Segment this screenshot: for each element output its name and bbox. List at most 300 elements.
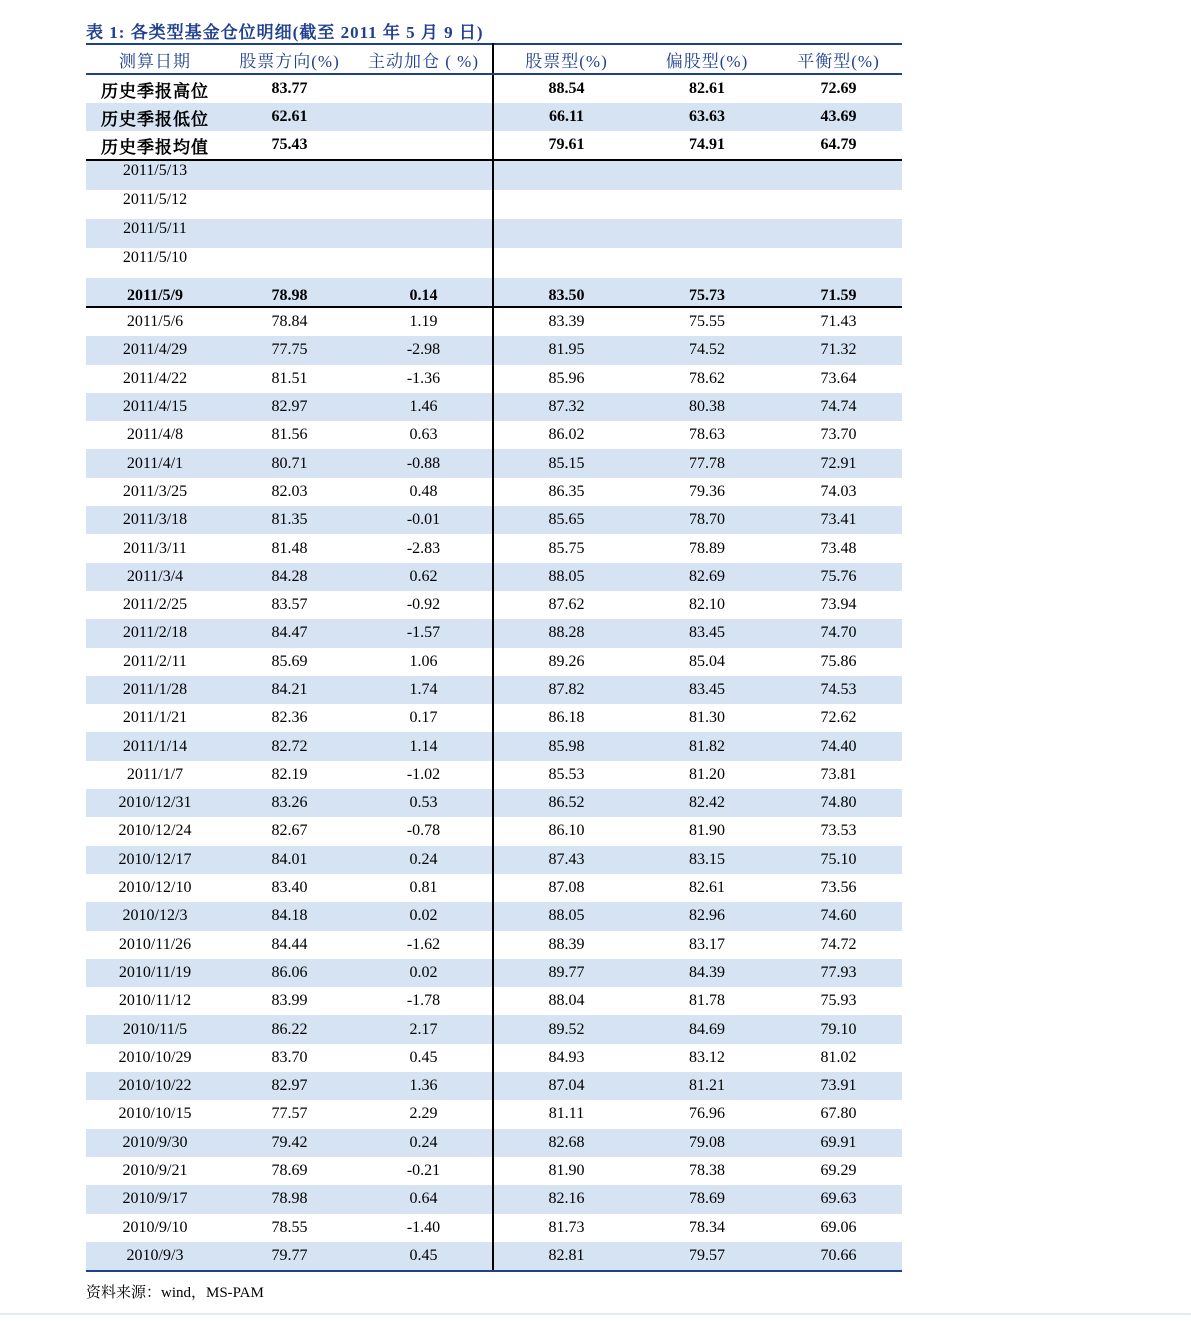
row-partial: 82.10 <box>689 596 725 614</box>
row-stock-direction: 82.72 <box>224 732 355 760</box>
row-date: 2011/5/6 <box>126 313 184 331</box>
empty-cell <box>639 248 775 278</box>
row-stock-direction: 84.21 <box>224 676 355 704</box>
row-date: 2010/10/22 <box>86 1072 224 1100</box>
row-date: 2011/4/8 <box>126 426 184 444</box>
row-stock-direction: 78.69 <box>271 1162 308 1180</box>
row-active: -0.21 <box>355 1157 493 1185</box>
row-stock-direction: 83.57 <box>271 596 308 614</box>
row-active: 0.17 <box>355 704 493 732</box>
row-date: 2010/10/15 <box>118 1105 192 1123</box>
row-date: 2011/2/11 <box>123 652 187 670</box>
row-active: -0.92 <box>355 591 493 619</box>
row-partial: 77.78 <box>639 449 775 477</box>
table-row <box>86 1214 902 1242</box>
row-balanced: 75.93 <box>820 992 857 1010</box>
row-balanced: 73.64 <box>820 369 857 387</box>
row-equity: 83.39 <box>548 313 585 331</box>
row-partial: 78.70 <box>639 506 775 534</box>
row-equity: 88.28 <box>493 619 639 647</box>
row-equity: 87.04 <box>493 1072 639 1100</box>
row-balanced: 71.32 <box>775 336 902 364</box>
row-active: 2.29 <box>355 1100 493 1128</box>
row-equity: 85.53 <box>548 765 585 783</box>
source-note: 资料来源：wind，MS-PAM <box>86 1285 264 1301</box>
row-equity: 85.75 <box>548 539 585 557</box>
table-row <box>86 506 902 534</box>
row-equity: 82.16 <box>493 1185 639 1213</box>
row-equity: 81.95 <box>493 336 639 364</box>
row-balanced: 73.94 <box>820 596 857 614</box>
row-stock-direction: 79.42 <box>224 1129 355 1157</box>
summary-equity: 88.54 <box>548 80 585 97</box>
summary-partial: 63.63 <box>639 103 775 131</box>
row-active: -1.02 <box>355 761 493 789</box>
row-date: 2010/10/29 <box>118 1048 192 1066</box>
row-stock-direction: 82.36 <box>271 709 308 727</box>
row-stock-direction: 81.51 <box>271 369 308 387</box>
row-partial: 81.90 <box>689 822 725 840</box>
table-row <box>86 846 902 874</box>
row-date: 2011/3/11 <box>123 539 187 557</box>
row-partial: 79.57 <box>639 1242 775 1271</box>
row-stock-direction: 81.35 <box>224 506 355 534</box>
row-equity: 82.68 <box>493 1129 639 1157</box>
row-active: -0.78 <box>355 817 493 845</box>
table-row <box>86 478 902 506</box>
row-partial: 85.04 <box>689 652 725 670</box>
row-balanced: 74.53 <box>775 676 902 704</box>
row-partial: 79.08 <box>639 1129 775 1157</box>
empty-cell <box>775 190 902 219</box>
row-stock-direction: 84.47 <box>224 619 355 647</box>
summary-partial: 82.61 <box>689 80 725 97</box>
row-partial: 74.52 <box>639 336 775 364</box>
row-equity: 88.39 <box>548 935 585 953</box>
empty-cell <box>224 190 355 219</box>
blank-date-row <box>86 190 902 219</box>
current-row <box>86 278 902 307</box>
summary-stock-direction: 75.43 <box>224 131 355 160</box>
row-partial: 83.45 <box>639 676 775 704</box>
row-date: 2010/12/31 <box>86 789 224 817</box>
row-equity: 88.05 <box>493 902 639 930</box>
row-equity: 85.96 <box>548 369 585 387</box>
summary-equity: 66.11 <box>493 103 639 131</box>
table-row <box>86 449 902 477</box>
row-partial: 81.30 <box>689 709 725 727</box>
row-equity: 81.11 <box>548 1105 585 1123</box>
table-row <box>86 307 902 336</box>
row-active: -1.62 <box>355 931 493 959</box>
row-equity: 87.43 <box>493 846 639 874</box>
row-partial: 80.38 <box>639 393 775 421</box>
row-date: 2011/1/7 <box>126 765 184 783</box>
row-date: 2011/3/4 <box>86 563 224 591</box>
summary-stock-direction: 83.77 <box>271 80 308 97</box>
row-balanced: 74.03 <box>820 482 857 500</box>
row-stock-direction: 77.57 <box>271 1105 308 1123</box>
empty-cell <box>775 160 902 190</box>
row-date: 2011/2/18 <box>86 619 224 647</box>
row-equity: 86.52 <box>493 789 639 817</box>
header-date: 测算日期 <box>86 44 224 74</box>
row-partial: 75.55 <box>689 313 725 331</box>
row-active: 1.36 <box>355 1072 493 1100</box>
row-active: 0.48 <box>355 478 493 506</box>
table-row <box>86 1015 902 1043</box>
table-body <box>86 74 902 1271</box>
table-row <box>86 1072 902 1100</box>
row-date: 2011/4/29 <box>86 336 224 364</box>
row-stock-direction: 78.98 <box>224 1185 355 1213</box>
row-partial: 83.15 <box>639 846 775 874</box>
row-partial: 84.39 <box>639 959 775 987</box>
blank-date-row <box>86 160 902 190</box>
row-stock-direction: 84.18 <box>224 902 355 930</box>
row-equity: 85.15 <box>493 449 639 477</box>
row-partial: 81.21 <box>639 1072 775 1100</box>
empty-cell <box>224 160 355 190</box>
summary-label: 历史季报高位 <box>101 81 209 101</box>
row-date: 2011/4/22 <box>122 369 188 387</box>
row-date: 2011/3/25 <box>122 482 188 500</box>
blank-date: 2011/5/11 <box>86 219 224 248</box>
row-stock-direction: 77.75 <box>224 336 355 364</box>
row-stock-direction: 82.19 <box>271 765 308 783</box>
blank-date: 2011/5/12 <box>122 191 188 208</box>
empty-cell <box>224 219 355 248</box>
fund-position-table <box>86 43 902 1272</box>
row-partial: 82.96 <box>639 902 775 930</box>
row-stock-direction: 79.77 <box>224 1242 355 1271</box>
row-balanced: 69.29 <box>820 1162 857 1180</box>
row-equity: 85.98 <box>493 732 639 760</box>
row-equity: 87.62 <box>548 596 585 614</box>
row-partial: 81.78 <box>689 992 725 1010</box>
row-date: 2011/4/15 <box>86 393 224 421</box>
table-row <box>86 704 902 732</box>
row-active: 0.45 <box>355 1242 493 1271</box>
row-active: 0.62 <box>355 563 493 591</box>
row-partial: 82.42 <box>639 789 775 817</box>
row-stock-direction: 82.67 <box>271 822 308 840</box>
row-active: -2.98 <box>355 336 493 364</box>
row-partial: 81.20 <box>689 765 725 783</box>
empty-cell <box>493 248 639 278</box>
row-partial: 84.69 <box>639 1015 775 1043</box>
table-row <box>86 1129 902 1157</box>
row-partial: 82.69 <box>639 563 775 591</box>
row-balanced: 69.06 <box>820 1218 857 1236</box>
table-row <box>86 1157 902 1185</box>
row-stock-direction: 84.28 <box>224 563 355 591</box>
summary-balanced: 43.69 <box>775 103 902 131</box>
row-balanced: 74.72 <box>820 935 857 953</box>
row-balanced: 70.66 <box>775 1242 902 1271</box>
row-active: 0.64 <box>355 1185 493 1213</box>
empty-cell <box>639 160 775 190</box>
current-stock-direction: 78.98 <box>224 278 355 307</box>
row-balanced: 72.91 <box>775 449 902 477</box>
row-balanced: 71.43 <box>820 313 857 331</box>
row-stock-direction: 85.69 <box>271 652 308 670</box>
row-active: 0.81 <box>355 874 493 902</box>
table-row <box>86 1044 902 1072</box>
row-balanced: 69.63 <box>775 1185 902 1213</box>
row-balanced: 74.70 <box>775 619 902 647</box>
table-row <box>86 1242 902 1271</box>
row-partial: 76.96 <box>689 1105 725 1123</box>
row-stock-direction: 81.56 <box>271 426 308 444</box>
row-partial: 81.82 <box>639 732 775 760</box>
blank-date-row <box>86 248 902 278</box>
row-stock-direction: 84.01 <box>224 846 355 874</box>
header-row <box>86 44 902 74</box>
row-date: 2011/1/28 <box>86 676 224 704</box>
row-active: 1.06 <box>355 648 493 676</box>
blank-date: 2011/5/13 <box>86 160 224 190</box>
row-date: 2010/12/17 <box>86 846 224 874</box>
empty-cell <box>775 248 902 278</box>
empty-cell <box>355 190 493 219</box>
table-row <box>86 789 902 817</box>
row-equity: 87.32 <box>493 393 639 421</box>
summary-active <box>355 103 493 131</box>
row-equity: 89.52 <box>493 1015 639 1043</box>
row-balanced: 73.53 <box>820 822 857 840</box>
row-balanced: 75.10 <box>775 846 902 874</box>
row-active: 1.19 <box>355 307 493 336</box>
current-partial: 75.73 <box>639 278 775 307</box>
row-date: 2010/9/3 <box>86 1242 224 1271</box>
summary-row-low <box>86 103 902 131</box>
row-equity: 84.93 <box>548 1048 585 1066</box>
table-row <box>86 591 902 619</box>
table-row <box>86 902 902 930</box>
row-active: 2.17 <box>355 1015 493 1043</box>
row-stock-direction: 81.48 <box>271 539 308 557</box>
row-date: 2011/1/21 <box>122 709 188 727</box>
row-partial: 78.38 <box>689 1162 725 1180</box>
row-partial: 78.89 <box>689 539 725 557</box>
row-stock-direction: 82.97 <box>224 393 355 421</box>
row-balanced: 67.80 <box>820 1105 857 1123</box>
row-equity: 86.02 <box>548 426 585 444</box>
row-date: 2011/1/14 <box>86 732 224 760</box>
empty-cell <box>639 219 775 248</box>
row-date: 2010/9/30 <box>86 1129 224 1157</box>
empty-cell <box>775 219 902 248</box>
row-active: -0.88 <box>355 449 493 477</box>
table-header <box>86 44 902 74</box>
summary-label: 历史季报低位 <box>86 103 224 131</box>
row-active: -1.40 <box>355 1214 493 1242</box>
row-date: 2010/11/12 <box>118 992 192 1010</box>
row-equity: 88.05 <box>493 563 639 591</box>
row-active: 0.53 <box>355 789 493 817</box>
row-stock-direction: 86.22 <box>224 1015 355 1043</box>
row-balanced: 74.60 <box>775 902 902 930</box>
row-date: 2011/2/25 <box>122 596 188 614</box>
summary-equity: 79.61 <box>493 131 639 160</box>
empty-cell <box>355 160 493 190</box>
summary-partial: 74.91 <box>639 131 775 160</box>
row-equity: 81.73 <box>548 1218 585 1236</box>
summary-active <box>355 131 493 160</box>
row-equity: 86.18 <box>548 709 585 727</box>
row-partial: 78.34 <box>689 1218 725 1236</box>
row-active: 0.02 <box>355 902 493 930</box>
table-title: 表 1: 各类型基金仓位明细(截至 2011 年 5 月 9 日) <box>86 23 484 42</box>
current-balanced: 71.59 <box>775 278 902 307</box>
row-equity: 88.04 <box>548 992 585 1010</box>
summary-balanced: 64.79 <box>775 131 902 160</box>
row-date: 2010/12/3 <box>86 902 224 930</box>
row-active: 1.74 <box>355 676 493 704</box>
row-balanced: 72.62 <box>820 709 857 727</box>
table-row <box>86 874 902 902</box>
row-stock-direction: 83.26 <box>224 789 355 817</box>
row-stock-direction: 78.55 <box>271 1218 308 1236</box>
header-stock-direction: 股票方向(%) <box>224 44 355 74</box>
row-partial: 78.62 <box>689 369 725 387</box>
table-row <box>86 987 902 1015</box>
table-row <box>86 676 902 704</box>
header-partial-equity-fund: 偏股型(%) <box>639 44 775 74</box>
row-date: 2010/9/10 <box>122 1218 188 1236</box>
row-date: 2010/12/24 <box>118 822 192 840</box>
row-partial: 83.12 <box>689 1048 725 1066</box>
row-stock-direction: 84.44 <box>271 935 308 953</box>
row-balanced: 75.86 <box>820 652 857 670</box>
row-active: 1.14 <box>355 732 493 760</box>
row-balanced: 79.10 <box>775 1015 902 1043</box>
empty-cell <box>355 248 493 278</box>
row-partial: 83.17 <box>689 935 725 953</box>
row-stock-direction: 82.97 <box>224 1072 355 1100</box>
row-active: -0.01 <box>355 506 493 534</box>
empty-cell <box>355 219 493 248</box>
header-balanced-fund: 平衡型(%) <box>775 44 902 74</box>
table-row <box>86 421 902 449</box>
summary-row-mean <box>86 131 902 160</box>
current-date: 2011/5/9 <box>86 278 224 307</box>
summary-row-high <box>86 74 902 103</box>
row-active: 0.02 <box>355 959 493 987</box>
row-equity: 86.35 <box>548 482 585 500</box>
row-active: -1.36 <box>355 365 493 393</box>
row-date: 2010/12/10 <box>118 879 192 897</box>
row-active: 0.63 <box>355 421 493 449</box>
row-partial: 82.61 <box>689 879 725 897</box>
row-balanced: 74.74 <box>775 393 902 421</box>
row-date: 2010/9/21 <box>122 1162 188 1180</box>
row-stock-direction: 83.70 <box>271 1048 308 1066</box>
row-date: 2010/11/19 <box>86 959 224 987</box>
row-balanced: 73.41 <box>775 506 902 534</box>
row-active: 0.45 <box>355 1044 493 1072</box>
header-active-add: 主动加仓 ( %) <box>355 44 493 74</box>
table-row <box>86 732 902 760</box>
table-row <box>86 393 902 421</box>
summary-active <box>355 74 493 103</box>
row-stock-direction: 86.06 <box>224 959 355 987</box>
row-equity: 87.82 <box>493 676 639 704</box>
row-stock-direction: 80.71 <box>224 449 355 477</box>
row-stock-direction: 83.40 <box>271 879 308 897</box>
row-partial: 78.69 <box>639 1185 775 1213</box>
row-equity: 81.90 <box>548 1162 585 1180</box>
row-partial: 79.36 <box>689 482 725 500</box>
row-equity: 85.65 <box>493 506 639 534</box>
table-row <box>86 563 902 591</box>
row-equity: 82.81 <box>493 1242 639 1271</box>
table-row <box>86 336 902 364</box>
current-active: 0.14 <box>355 278 493 307</box>
empty-cell <box>224 248 355 278</box>
row-balanced: 73.48 <box>820 539 857 557</box>
current-equity: 83.50 <box>493 278 639 307</box>
row-equity: 86.10 <box>548 822 585 840</box>
row-balanced: 73.91 <box>775 1072 902 1100</box>
row-partial: 78.63 <box>689 426 725 444</box>
table-row <box>86 931 902 959</box>
summary-label: 历史季报均值 <box>86 131 224 160</box>
row-stock-direction: 78.84 <box>271 313 308 331</box>
table-row <box>86 648 902 676</box>
row-active: -2.83 <box>355 534 493 562</box>
row-partial: 83.45 <box>639 619 775 647</box>
table-row <box>86 365 902 393</box>
table-row <box>86 817 902 845</box>
table-row <box>86 1185 902 1213</box>
empty-cell <box>493 160 639 190</box>
table-row <box>86 959 902 987</box>
empty-cell <box>493 219 639 248</box>
row-balanced: 73.56 <box>820 879 857 897</box>
row-date: 2011/3/18 <box>86 506 224 534</box>
header-equity-fund: 股票型(%) <box>493 44 639 74</box>
row-balanced: 74.40 <box>775 732 902 760</box>
row-balanced: 75.76 <box>775 563 902 591</box>
row-balanced: 81.02 <box>820 1048 857 1066</box>
row-date: 2011/4/1 <box>86 449 224 477</box>
row-date: 2010/11/26 <box>118 935 192 953</box>
summary-balanced: 72.69 <box>820 80 857 97</box>
row-stock-direction: 82.03 <box>271 482 308 500</box>
row-active: 0.24 <box>355 846 493 874</box>
row-date: 2010/9/17 <box>86 1185 224 1213</box>
table-row <box>86 1100 902 1128</box>
table-row <box>86 619 902 647</box>
row-balanced: 73.81 <box>820 765 857 783</box>
row-active: 0.24 <box>355 1129 493 1157</box>
row-balanced: 69.91 <box>775 1129 902 1157</box>
empty-cell <box>493 190 639 219</box>
row-equity: 89.26 <box>548 652 585 670</box>
row-date: 2010/11/5 <box>86 1015 224 1043</box>
row-active: 1.46 <box>355 393 493 421</box>
page-divider <box>0 1313 1191 1315</box>
row-balanced: 74.80 <box>775 789 902 817</box>
row-equity: 89.77 <box>493 959 639 987</box>
row-equity: 87.08 <box>548 879 585 897</box>
blank-date-row <box>86 219 902 248</box>
row-balanced: 73.70 <box>820 426 857 444</box>
table-row <box>86 761 902 789</box>
row-active: -1.57 <box>355 619 493 647</box>
